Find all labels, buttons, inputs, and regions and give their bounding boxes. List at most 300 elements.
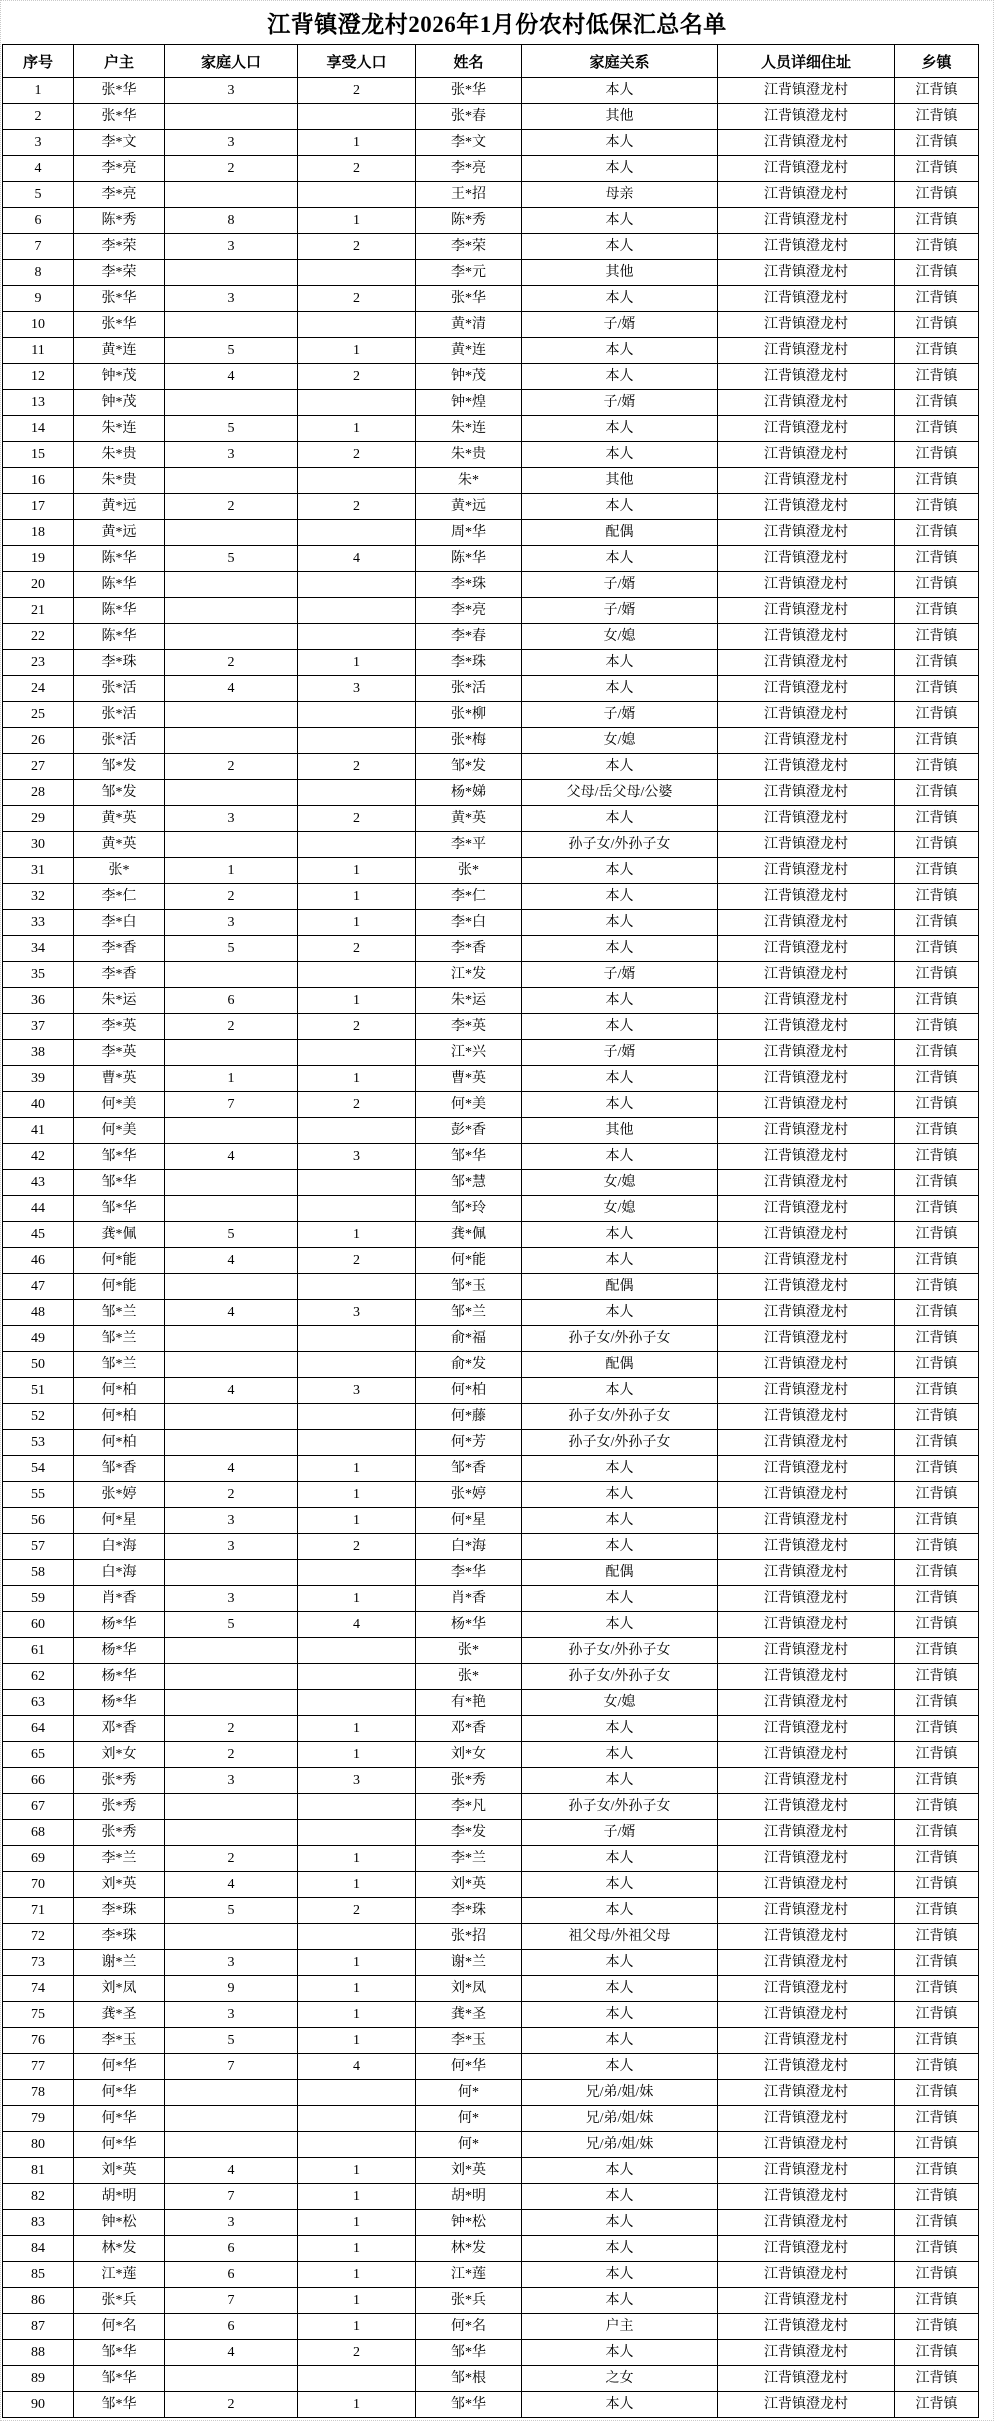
cell-name: 刘*凤 (416, 1976, 522, 2002)
cell-address: 江背镇澄龙村 (718, 2262, 895, 2288)
cell-seq: 84 (3, 2236, 74, 2262)
table-row (3, 130, 979, 156)
cell-household-head: 何*能 (74, 1248, 165, 1274)
cell-relationship: 本人 (522, 2288, 718, 2314)
cell-name: 何*芳 (416, 1430, 522, 1456)
cell-seq: 30 (3, 832, 74, 858)
cell-relationship: 本人 (522, 1716, 718, 1742)
cell-name: 张*秀 (416, 1768, 522, 1794)
table-row (3, 1456, 979, 1482)
cell-household-head: 何*星 (74, 1508, 165, 1534)
cell-family-size: 2 (165, 1014, 298, 1040)
header-row (3, 45, 979, 78)
cell-household-head: 曹*英 (74, 1066, 165, 1092)
cell-family-size: 3 (165, 286, 298, 312)
table-row (3, 806, 979, 832)
cell-household-head: 李*珠 (74, 650, 165, 676)
cell-address: 江背镇澄龙村 (718, 208, 895, 234)
cell-relationship: 本人 (522, 1534, 718, 1560)
cell-address: 江背镇澄龙村 (718, 416, 895, 442)
cell-benefit-size (298, 1040, 416, 1066)
cell-name: 何*名 (416, 2314, 522, 2340)
cell-relationship: 孙子女/外孙子女 (522, 1664, 718, 1690)
cell-family-size (165, 390, 298, 416)
cell-address: 江背镇澄龙村 (718, 2392, 895, 2418)
cell-household-head: 何*能 (74, 1274, 165, 1300)
cell-seq: 82 (3, 2184, 74, 2210)
cell-family-size: 2 (165, 1482, 298, 1508)
cell-name: 何* (416, 2106, 522, 2132)
cell-name: 何*美 (416, 1092, 522, 1118)
cell-seq: 9 (3, 286, 74, 312)
cell-name: 邹*华 (416, 1144, 522, 1170)
table-row (3, 962, 979, 988)
cell-address: 江背镇澄龙村 (718, 1456, 895, 1482)
cell-relationship: 本人 (522, 1976, 718, 2002)
cell-township: 江背镇 (895, 2340, 979, 2366)
cell-address: 江背镇澄龙村 (718, 936, 895, 962)
cell-township: 江背镇 (895, 546, 979, 572)
cell-benefit-size: 1 (298, 1976, 416, 2002)
cell-seq: 54 (3, 1456, 74, 1482)
cell-household-head: 李*香 (74, 962, 165, 988)
cell-seq: 27 (3, 754, 74, 780)
cell-address: 江背镇澄龙村 (718, 1248, 895, 1274)
cell-family-size: 6 (165, 2314, 298, 2340)
cell-benefit-size (298, 2366, 416, 2392)
cell-name: 邹*玉 (416, 1274, 522, 1300)
table-row (3, 2210, 979, 2236)
cell-name: 李*白 (416, 910, 522, 936)
cell-relationship: 本人 (522, 130, 718, 156)
cell-township: 江背镇 (895, 156, 979, 182)
cell-household-head: 邹*兰 (74, 1352, 165, 1378)
cell-address: 江背镇澄龙村 (718, 156, 895, 182)
cell-seq: 29 (3, 806, 74, 832)
cell-name: 谢*兰 (416, 1950, 522, 1976)
cell-family-size (165, 2366, 298, 2392)
cell-relationship: 本人 (522, 650, 718, 676)
table-row (3, 338, 979, 364)
table-row (3, 650, 979, 676)
table-row (3, 702, 979, 728)
cell-seq: 78 (3, 2080, 74, 2106)
cell-township: 江背镇 (895, 2132, 979, 2158)
cell-address: 江背镇澄龙村 (718, 1404, 895, 1430)
cell-family-size (165, 1404, 298, 1430)
cell-township: 江背镇 (895, 1222, 979, 1248)
cell-township: 江背镇 (895, 390, 979, 416)
cell-family-size: 3 (165, 78, 298, 104)
table-row (3, 1040, 979, 1066)
cell-seq: 69 (3, 1846, 74, 1872)
cell-township: 江背镇 (895, 1144, 979, 1170)
cell-seq: 33 (3, 910, 74, 936)
cell-seq: 75 (3, 2002, 74, 2028)
cell-family-size (165, 1326, 298, 1352)
cell-relationship: 其他 (522, 260, 718, 286)
cell-household-head: 何*美 (74, 1092, 165, 1118)
cell-township: 江背镇 (895, 1196, 979, 1222)
table-row (3, 2392, 979, 2418)
cell-family-size: 3 (165, 1586, 298, 1612)
table-row (3, 2002, 979, 2028)
cell-township: 江背镇 (895, 1274, 979, 1300)
cell-relationship: 子/婿 (522, 1820, 718, 1846)
cell-family-size (165, 1794, 298, 1820)
cell-benefit-size: 1 (298, 1482, 416, 1508)
cell-family-size: 7 (165, 2288, 298, 2314)
cell-household-head: 张*秀 (74, 1794, 165, 1820)
cell-township: 江背镇 (895, 2366, 979, 2392)
cell-household-head: 龚*圣 (74, 2002, 165, 2028)
cell-name: 朱* (416, 468, 522, 494)
table-row (3, 676, 979, 702)
cell-household-head: 杨*华 (74, 1612, 165, 1638)
cell-name: 李*平 (416, 832, 522, 858)
cell-relationship: 本人 (522, 1066, 718, 1092)
cell-name: 李*英 (416, 1014, 522, 1040)
table-row (3, 2340, 979, 2366)
table-row (3, 780, 979, 806)
cell-household-head: 张*华 (74, 312, 165, 338)
cell-benefit-size: 3 (298, 1378, 416, 1404)
cell-relationship: 本人 (522, 1586, 718, 1612)
cell-seq: 71 (3, 1898, 74, 1924)
cell-address: 江背镇澄龙村 (718, 1508, 895, 1534)
cell-seq: 55 (3, 1482, 74, 1508)
cell-benefit-size: 2 (298, 156, 416, 182)
cell-township: 江背镇 (895, 1300, 979, 1326)
cell-family-size (165, 598, 298, 624)
cell-family-size: 3 (165, 130, 298, 156)
cell-family-size: 6 (165, 988, 298, 1014)
cell-household-head: 钟*松 (74, 2210, 165, 2236)
cell-township: 江背镇 (895, 676, 979, 702)
cell-benefit-size (298, 1170, 416, 1196)
cell-household-head: 陈*华 (74, 546, 165, 572)
cell-benefit-size: 1 (298, 2262, 416, 2288)
cell-seq: 23 (3, 650, 74, 676)
cell-relationship: 本人 (522, 988, 718, 1014)
cell-benefit-size (298, 780, 416, 806)
cell-address: 江背镇澄龙村 (718, 2366, 895, 2392)
table-row (3, 2314, 979, 2340)
cell-township: 江背镇 (895, 754, 979, 780)
cell-township: 江背镇 (895, 1534, 979, 1560)
cell-township: 江背镇 (895, 1404, 979, 1430)
cell-benefit-size (298, 1352, 416, 1378)
cell-relationship: 其他 (522, 104, 718, 130)
cell-name: 杨*娣 (416, 780, 522, 806)
cell-family-size: 2 (165, 1742, 298, 1768)
cell-name: 刘*女 (416, 1742, 522, 1768)
cell-seq: 13 (3, 390, 74, 416)
cell-household-head: 邹*华 (74, 2392, 165, 2418)
cell-household-head: 邹*兰 (74, 1300, 165, 1326)
cell-address: 江背镇澄龙村 (718, 1664, 895, 1690)
cell-benefit-size: 2 (298, 1534, 416, 1560)
cell-household-head: 刘*英 (74, 2158, 165, 2184)
cell-family-size: 2 (165, 494, 298, 520)
cell-address: 江背镇澄龙村 (718, 1092, 895, 1118)
cell-relationship: 本人 (522, 1742, 718, 1768)
table-row (3, 1352, 979, 1378)
cell-seq: 49 (3, 1326, 74, 1352)
header-cell-name: 姓名 (416, 45, 522, 78)
cell-household-head: 李*仁 (74, 884, 165, 910)
cell-address: 江背镇澄龙村 (718, 1222, 895, 1248)
cell-household-head: 李*亮 (74, 156, 165, 182)
cell-seq: 35 (3, 962, 74, 988)
table-row (3, 1118, 979, 1144)
cell-address: 江背镇澄龙村 (718, 1352, 895, 1378)
cell-seq: 2 (3, 104, 74, 130)
cell-family-size (165, 1638, 298, 1664)
cell-township: 江背镇 (895, 2158, 979, 2184)
cell-address: 江背镇澄龙村 (718, 624, 895, 650)
cell-relationship: 配偶 (522, 1560, 718, 1586)
cell-benefit-size: 2 (298, 754, 416, 780)
cell-name: 何* (416, 2080, 522, 2106)
cell-name: 张* (416, 858, 522, 884)
cell-name: 李*华 (416, 1560, 522, 1586)
cell-address: 江背镇澄龙村 (718, 1170, 895, 1196)
cell-relationship: 本人 (522, 1950, 718, 1976)
cell-family-size: 5 (165, 936, 298, 962)
cell-seq: 63 (3, 1690, 74, 1716)
cell-relationship: 子/婿 (522, 598, 718, 624)
cell-household-head: 张*华 (74, 78, 165, 104)
cell-name: 杨*华 (416, 1612, 522, 1638)
cell-address: 江背镇澄龙村 (718, 1560, 895, 1586)
table-row (3, 624, 979, 650)
cell-family-size (165, 1820, 298, 1846)
cell-family-size (165, 2132, 298, 2158)
cell-name: 江*兴 (416, 1040, 522, 1066)
cell-address: 江背镇澄龙村 (718, 1326, 895, 1352)
cell-benefit-size: 1 (298, 650, 416, 676)
table-row (3, 1898, 979, 1924)
cell-township: 江背镇 (895, 1898, 979, 1924)
cell-household-head: 龚*佩 (74, 1222, 165, 1248)
table-row (3, 2288, 979, 2314)
cell-household-head: 白*海 (74, 1534, 165, 1560)
cell-address: 江背镇澄龙村 (718, 1482, 895, 1508)
cell-name: 陈*华 (416, 546, 522, 572)
cell-relationship: 母亲 (522, 182, 718, 208)
cell-address: 江背镇澄龙村 (718, 1716, 895, 1742)
cell-relationship: 本人 (522, 2392, 718, 2418)
header-cell-seq: 序号 (3, 45, 74, 78)
cell-seq: 12 (3, 364, 74, 390)
cell-relationship: 本人 (522, 1872, 718, 1898)
cell-address: 江背镇澄龙村 (718, 1066, 895, 1092)
cell-relationship: 女/媳 (522, 1170, 718, 1196)
cell-name: 何*柏 (416, 1378, 522, 1404)
cell-address: 江背镇澄龙村 (718, 1898, 895, 1924)
cell-relationship: 本人 (522, 1144, 718, 1170)
cell-township: 江背镇 (895, 2288, 979, 2314)
table-row (3, 1924, 979, 1950)
cell-family-size: 5 (165, 416, 298, 442)
table-row (3, 1742, 979, 1768)
cell-relationship: 本人 (522, 1846, 718, 1872)
cell-household-head: 邓*香 (74, 1716, 165, 1742)
cell-benefit-size: 1 (298, 1586, 416, 1612)
cell-seq: 48 (3, 1300, 74, 1326)
cell-name: 何*星 (416, 1508, 522, 1534)
cell-household-head: 陈*华 (74, 624, 165, 650)
cell-household-head: 钟*茂 (74, 364, 165, 390)
cell-township: 江背镇 (895, 1846, 979, 1872)
table-row (3, 1716, 979, 1742)
cell-family-size: 3 (165, 2002, 298, 2028)
cell-township: 江背镇 (895, 1586, 979, 1612)
cell-family-size: 7 (165, 1092, 298, 1118)
cell-name: 林*发 (416, 2236, 522, 2262)
cell-household-head: 朱*贵 (74, 468, 165, 494)
cell-benefit-size: 2 (298, 364, 416, 390)
cell-seq: 57 (3, 1534, 74, 1560)
cell-relationship: 孙子女/外孙子女 (522, 1430, 718, 1456)
cell-township: 江背镇 (895, 468, 979, 494)
cell-benefit-size (298, 1404, 416, 1430)
cell-township: 江背镇 (895, 104, 979, 130)
table-row (3, 832, 979, 858)
cell-seq: 45 (3, 1222, 74, 1248)
table-row (3, 2106, 979, 2132)
table-row (3, 1066, 979, 1092)
cell-relationship: 子/婿 (522, 702, 718, 728)
cell-address: 江背镇澄龙村 (718, 2314, 895, 2340)
cell-township: 江背镇 (895, 1248, 979, 1274)
cell-household-head: 何*柏 (74, 1404, 165, 1430)
cell-household-head: 李*珠 (74, 1924, 165, 1950)
cell-family-size (165, 1352, 298, 1378)
header-cell-household-head: 户主 (74, 45, 165, 78)
roster-body (3, 78, 979, 2418)
cell-family-size (165, 832, 298, 858)
cell-relationship: 兄/弟/姐/妹 (522, 2132, 718, 2158)
cell-benefit-size: 1 (298, 988, 416, 1014)
cell-household-head: 江*莲 (74, 2262, 165, 2288)
cell-seq: 24 (3, 676, 74, 702)
cell-seq: 11 (3, 338, 74, 364)
header-cell-family-size: 家庭人口 (165, 45, 298, 78)
cell-relationship: 子/婿 (522, 312, 718, 338)
cell-benefit-size: 1 (298, 2158, 416, 2184)
cell-relationship: 子/婿 (522, 1040, 718, 1066)
cell-benefit-size: 2 (298, 234, 416, 260)
cell-household-head: 邹*香 (74, 1456, 165, 1482)
cell-benefit-size: 1 (298, 208, 416, 234)
table-row (3, 1274, 979, 1300)
cell-name: 曹*英 (416, 1066, 522, 1092)
cell-benefit-size (298, 520, 416, 546)
cell-benefit-size: 1 (298, 2002, 416, 2028)
table-row (3, 1482, 979, 1508)
cell-family-size: 3 (165, 234, 298, 260)
cell-benefit-size: 1 (298, 2028, 416, 2054)
cell-benefit-size: 1 (298, 910, 416, 936)
cell-township: 江背镇 (895, 1352, 979, 1378)
cell-address: 江背镇澄龙村 (718, 1040, 895, 1066)
cell-family-size (165, 962, 298, 988)
cell-family-size: 3 (165, 1950, 298, 1976)
cell-township: 江背镇 (895, 1872, 979, 1898)
cell-seq: 15 (3, 442, 74, 468)
cell-benefit-size: 2 (298, 442, 416, 468)
cell-relationship: 本人 (522, 1612, 718, 1638)
cell-seq: 70 (3, 1872, 74, 1898)
cell-household-head: 邹*华 (74, 2366, 165, 2392)
cell-address: 江背镇澄龙村 (718, 650, 895, 676)
cell-benefit-size (298, 598, 416, 624)
cell-relationship: 本人 (522, 1092, 718, 1118)
cell-township: 江背镇 (895, 2054, 979, 2080)
cell-relationship: 本人 (522, 2054, 718, 2080)
cell-seq: 86 (3, 2288, 74, 2314)
cell-township: 江背镇 (895, 442, 979, 468)
cell-benefit-size: 4 (298, 546, 416, 572)
cell-township: 江背镇 (895, 2184, 979, 2210)
cell-household-head: 李*兰 (74, 1846, 165, 1872)
cell-seq: 76 (3, 2028, 74, 2054)
cell-seq: 21 (3, 598, 74, 624)
table-row (3, 2054, 979, 2080)
cell-name: 张*兵 (416, 2288, 522, 2314)
cell-name: 王*招 (416, 182, 522, 208)
cell-family-size (165, 1196, 298, 1222)
cell-township: 江背镇 (895, 2002, 979, 2028)
cell-name: 肖*香 (416, 1586, 522, 1612)
cell-name: 白*海 (416, 1534, 522, 1560)
table-row (3, 1768, 979, 1794)
cell-seq: 42 (3, 1144, 74, 1170)
table-row (3, 1638, 979, 1664)
cell-family-size (165, 2080, 298, 2106)
cell-township: 江背镇 (895, 1794, 979, 1820)
cell-address: 江背镇澄龙村 (718, 2002, 895, 2028)
cell-household-head: 何*名 (74, 2314, 165, 2340)
cell-relationship: 配偶 (522, 1274, 718, 1300)
cell-family-size (165, 520, 298, 546)
cell-name: 周*华 (416, 520, 522, 546)
cell-township: 江背镇 (895, 78, 979, 104)
cell-household-head: 何*华 (74, 2106, 165, 2132)
cell-township: 江背镇 (895, 520, 979, 546)
cell-seq: 58 (3, 1560, 74, 1586)
cell-benefit-size: 2 (298, 806, 416, 832)
cell-township: 江背镇 (895, 1664, 979, 1690)
cell-family-size (165, 572, 298, 598)
cell-address: 江背镇澄龙村 (718, 260, 895, 286)
cell-seq: 4 (3, 156, 74, 182)
cell-address: 江背镇澄龙村 (718, 182, 895, 208)
cell-benefit-size: 1 (298, 1846, 416, 1872)
cell-household-head: 朱*运 (74, 988, 165, 1014)
cell-seq: 8 (3, 260, 74, 286)
table-row (3, 988, 979, 1014)
cell-township: 江背镇 (895, 130, 979, 156)
cell-township: 江背镇 (895, 338, 979, 364)
cell-relationship: 孙子女/外孙子女 (522, 1404, 718, 1430)
cell-seq: 77 (3, 2054, 74, 2080)
cell-benefit-size (298, 1638, 416, 1664)
cell-township: 江背镇 (895, 650, 979, 676)
cell-benefit-size (298, 1326, 416, 1352)
